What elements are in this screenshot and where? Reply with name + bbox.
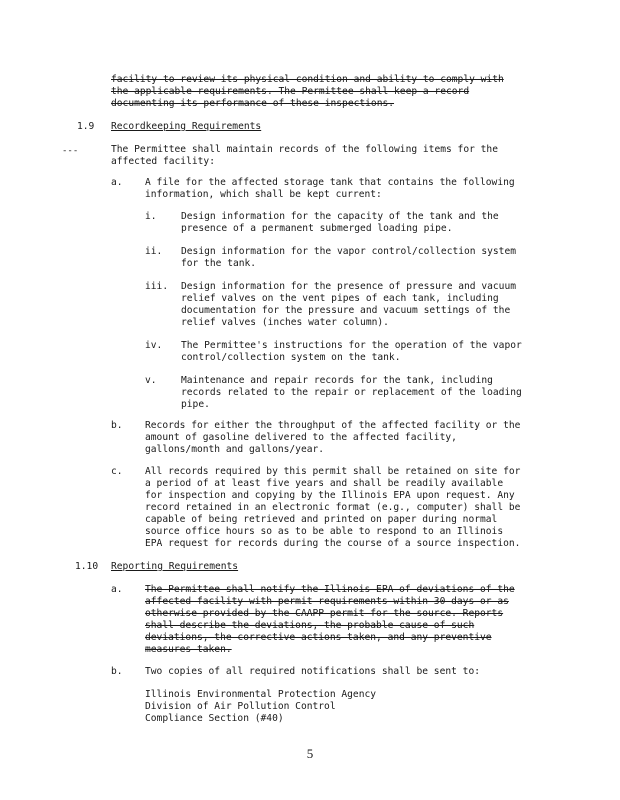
intro-line-1: The Permittee shall maintain records of the following items for the [111,144,498,155]
subitem-line: relief valves (inches water column). [181,317,389,328]
subitem-line: presence of a permanent submerged loading pipe. [181,223,453,234]
subitem-line: control/collection system on the tank. [181,352,401,363]
subitem-line: for the tank. [181,258,257,269]
item-b-line: Records for either the throughput of the affected facility or the [145,420,521,431]
page-number: 5 [306,746,314,761]
subitem-label: i. [145,211,157,222]
item-a-line-2: information, which shall be kept current: [145,189,382,200]
reporting-a-line: shall describe the deviations, the probable cause of such [145,620,475,631]
section-number: 1.9 [77,121,95,132]
subitem-line: The Permittee's instructions for the operation of the vapor [181,340,522,351]
continuation-line-3: documenting its performance of these inspections. [111,98,395,109]
item-a-line-1: A file for the affected storage tank that contains the following [145,177,515,188]
reporting-a-line: affected facility with permit requirements within 30 days or as [145,596,509,607]
reporting-a-line: otherwise provided by the CAAPP permit for the source. Reports [145,608,504,619]
subitem-line: relief valves on the vent pipes of each tank, including [181,293,499,304]
subitem-line: records related to the repair or replacement of the loading [181,387,522,398]
item-label: b. [111,666,123,677]
address-line: Division of Air Pollution Control [145,701,336,712]
reporting-a-line: The Permittee shall notify the Illinois EPA of deviations of the [145,584,515,595]
subitem-label: ii. [145,246,163,257]
section-heading: Recordkeeping Requirements [111,121,262,132]
section-heading: Reporting Requirements [111,561,239,572]
item-c-line: record retained in an electronic format (e.g., computer) shall be [145,502,521,513]
subitem-line: pipe. [181,399,210,410]
subitem-line: Design information for the vapor control/collection system [181,246,517,257]
item-c-line: a period of at least five years and shall be readily available [145,478,504,489]
subitem-label: v. [145,375,157,386]
item-c-line: All records required by this permit shall be retained on site for [145,466,521,477]
item-label: b. [111,420,123,431]
continuation-line-2: the applicable requirements. The Permittee shall keep a record [111,86,470,97]
subitem-line: Design information for the presence of pressure and vacuum [181,281,517,292]
address-line: Illinois Environmental Protection Agency [145,689,377,700]
section-number: 1.10 [75,561,99,572]
item-b-line: gallons/month and gallons/year. [145,444,325,455]
item-label: a. [111,584,123,595]
intro-line-2: affected facility: [111,156,215,167]
item-c-line: capable of being retrieved and printed on paper during normal [145,514,498,525]
margin-mark: --- [62,146,79,156]
item-c-line: source office hours so as to be able to respond to an Illinois [145,526,504,537]
subitem-label: iv. [145,340,163,351]
item-c-line: EPA request for records during the course of a source inspection. [145,538,521,549]
subitem-line: Maintenance and repair records for the tank, including [181,375,493,386]
item-label: c. [111,466,123,477]
reporting-a-line: deviations, the corrective actions taken, and any preventive [145,632,492,643]
item-label: a. [111,177,123,188]
subitem-line: Design information for the capacity of the tank and the [181,211,499,222]
continuation-line-1: facility to review its physical condition and ability to comply with [111,74,504,85]
subitem-label: iii. [145,281,169,292]
item-c-line: for inspection and copying by the Illinois EPA upon request. Any [145,490,515,501]
address-line: Compliance Section (#40) [145,713,284,724]
reporting-b-line: Two copies of all required notifications shall be sent to: [145,666,481,677]
item-b-line: amount of gasoline delivered to the affected facility, [145,432,457,443]
subitem-line: documentation for the pressure and vacuum settings of the [181,305,511,316]
reporting-a-line: measures taken. [145,644,232,655]
